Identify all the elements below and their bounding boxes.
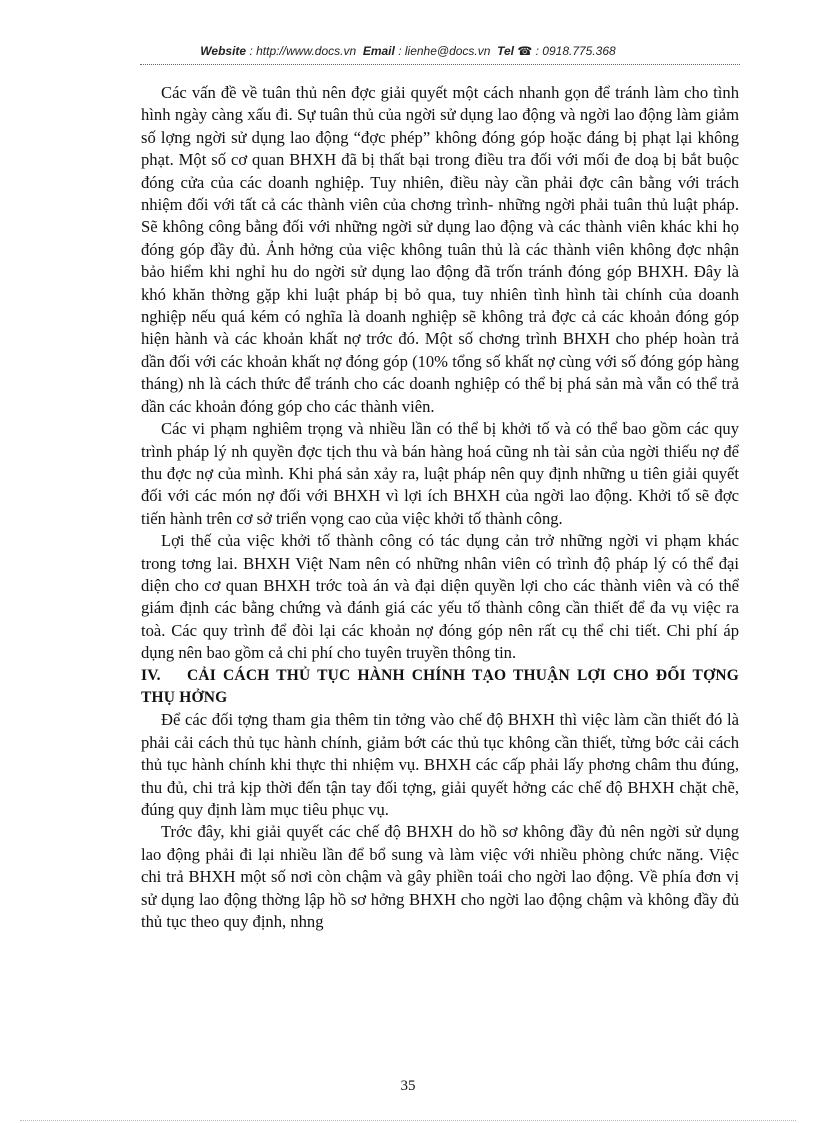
paragraph-reform: Để các đối tợng tham gia thêm tin tởng vào chế độ BHXH thì việc làm cần thiết đó là phải cải cách thủ tục hành chính, giảm bớt các thủ tục không cần thiết, từng bớc cải cách thủ tục hành chính khi thực thi nhiệm vụ. BHXH các cấp phải lấy phơng châm thu đúng, thu đủ, chi trả kịp thời đến tận tay đối tợng, giải quyết hởng các chế độ BHXH chặt chẽ, đúng quy định làm mục tiêu phục vụ. bbox=[141, 710, 739, 819]
tel-label: Tel ☎ bbox=[497, 44, 533, 58]
paragraph-compliance: Các vấn đề về tuân thủ nên đợc giải quyết một cách nhanh gọn để tránh làm cho tình hình ngày càng xấu đi. Sự tuân thủ của ngời sử dụng lao động và ngời lao động làm giảm số lợng ngời sử dụng lao động “đợc phép” không đóng góp hoặc đáng bị phạt lại không phạt. Một số cơ quan BHXH đã bị thất bại trong điều tra đối với mối đe doạ bị bắt buộc đóng cửa của các doanh nghiệp. Tuy nhiên, điều này cần phải đợc cân bằng với trách nhiệm đối với tất cả các thành viên của chơng trình- những ngời phải tuân thủ luật pháp. Sẽ không công bằng đối với những ngời sử dụng lao động và các thành viên khác khi họ đóng góp đầy đủ. Ảnh hởng của việc không tuân thủ là các thành viên không đợc nhận bảo hiểm khi nghỉ hu do ngời sử dụng lao động đã trốn tránh đóng góp BHXH. Đây là khó khăn thờng gặp khi luật pháp bị bỏ qua, tuy nhiên tình hình tài chính của doanh nghiệp nếu quá kém có nghĩa là doanh nghiệp sẽ không trả đợc cả các khoản đóng góp hiện hành và các khoản khất nợ trớc đó. Một số chơng trình BHXH cho phép hoàn trả dần đối với các khoản khất nợ đóng góp (10% tổng số khất nợ cùng với số đóng góp hàng tháng) nh là cách thức để tránh cho các doanh nghiệp có thể bị phá sản mà vẫn có thể trả dần các khoản đóng góp cho các thành viên. bbox=[141, 83, 739, 416]
page-header bbox=[0, 44, 816, 58]
header-divider bbox=[140, 64, 740, 65]
paragraph-prosecution: Lợi thế của việc khởi tố thành công có tác dụng cản trở những ngời vi phạm khác trong tơng lai. BHXH Việt Nam nên có những nhân viên có trình độ pháp lý có thể đại diện cho cơ quan BHXH trớc toà án và đại diện quyền lợi cho các thành viên và có thể giám định các bằng chứng và đánh giá các yếu tố thành công cần thiết để đa vụ việc ra toà. Các quy trình để đòi lại các khoản nợ đóng góp nên rất cụ thể chi tiết. Chi phí áp dụng nên bao gồm cả chi phí cho tuyên truyền thông tin. bbox=[141, 531, 739, 663]
website-value: : http://www.docs.vn bbox=[249, 44, 357, 58]
page-body bbox=[141, 82, 739, 933]
email-label: Email bbox=[362, 44, 395, 58]
tel-value: : 0918.775.368 bbox=[535, 44, 616, 58]
paragraph-violations: Các vi phạm nghiêm trọng và nhiều lần có thể bị khởi tố và có thể bao gồm các quy trình pháp lý nh quyền đợc tịch thu và bán hàng hoá cũng nh tài sản của ngời thiếu nợ để thu đợc nợ của mình. Khi phá sản xảy ra, luật pháp nên quy định những u tiên giải quyết đối với các món nợ đối với BHXH vì lợi ích BHXH của ngời lao động. Khởi tố sẽ đợc tiến hành trên cơ sở triển vọng cao của việc khởi tố thành công. bbox=[141, 419, 739, 528]
page-number: 35 bbox=[400, 1078, 416, 1094]
email-value: : lienhe@docs.vn bbox=[398, 44, 491, 58]
section-title: CẢI CÁCH THỦ TỤC HÀNH CHÍNH TẠO THUẬN LỢI CHO ĐỐI TỢNG THỤ HỞNG bbox=[141, 666, 739, 706]
footer-divider bbox=[20, 1120, 796, 1121]
section-heading bbox=[141, 665, 739, 710]
paragraph-previously: Trớc đây, khi giải quyết các chế độ BHXH do hồ sơ không đầy đủ nên ngời sử dụng lao động phải đi lại nhiều lần để bổ sung và làm việc với nhiều phòng chức năng. Việc chi trả BHXH một số nơi còn chậm và gây phiền toái cho ngời lao động. Về phía đơn vị sử dụng lao động thờng lập hồ sơ hởng BHXH cho ngời lao động chậm và không đầy đủ thủ tục theo quy định, nhng bbox=[141, 822, 739, 932]
website-label: Website bbox=[200, 44, 247, 58]
section-number: IV. bbox=[141, 666, 161, 684]
